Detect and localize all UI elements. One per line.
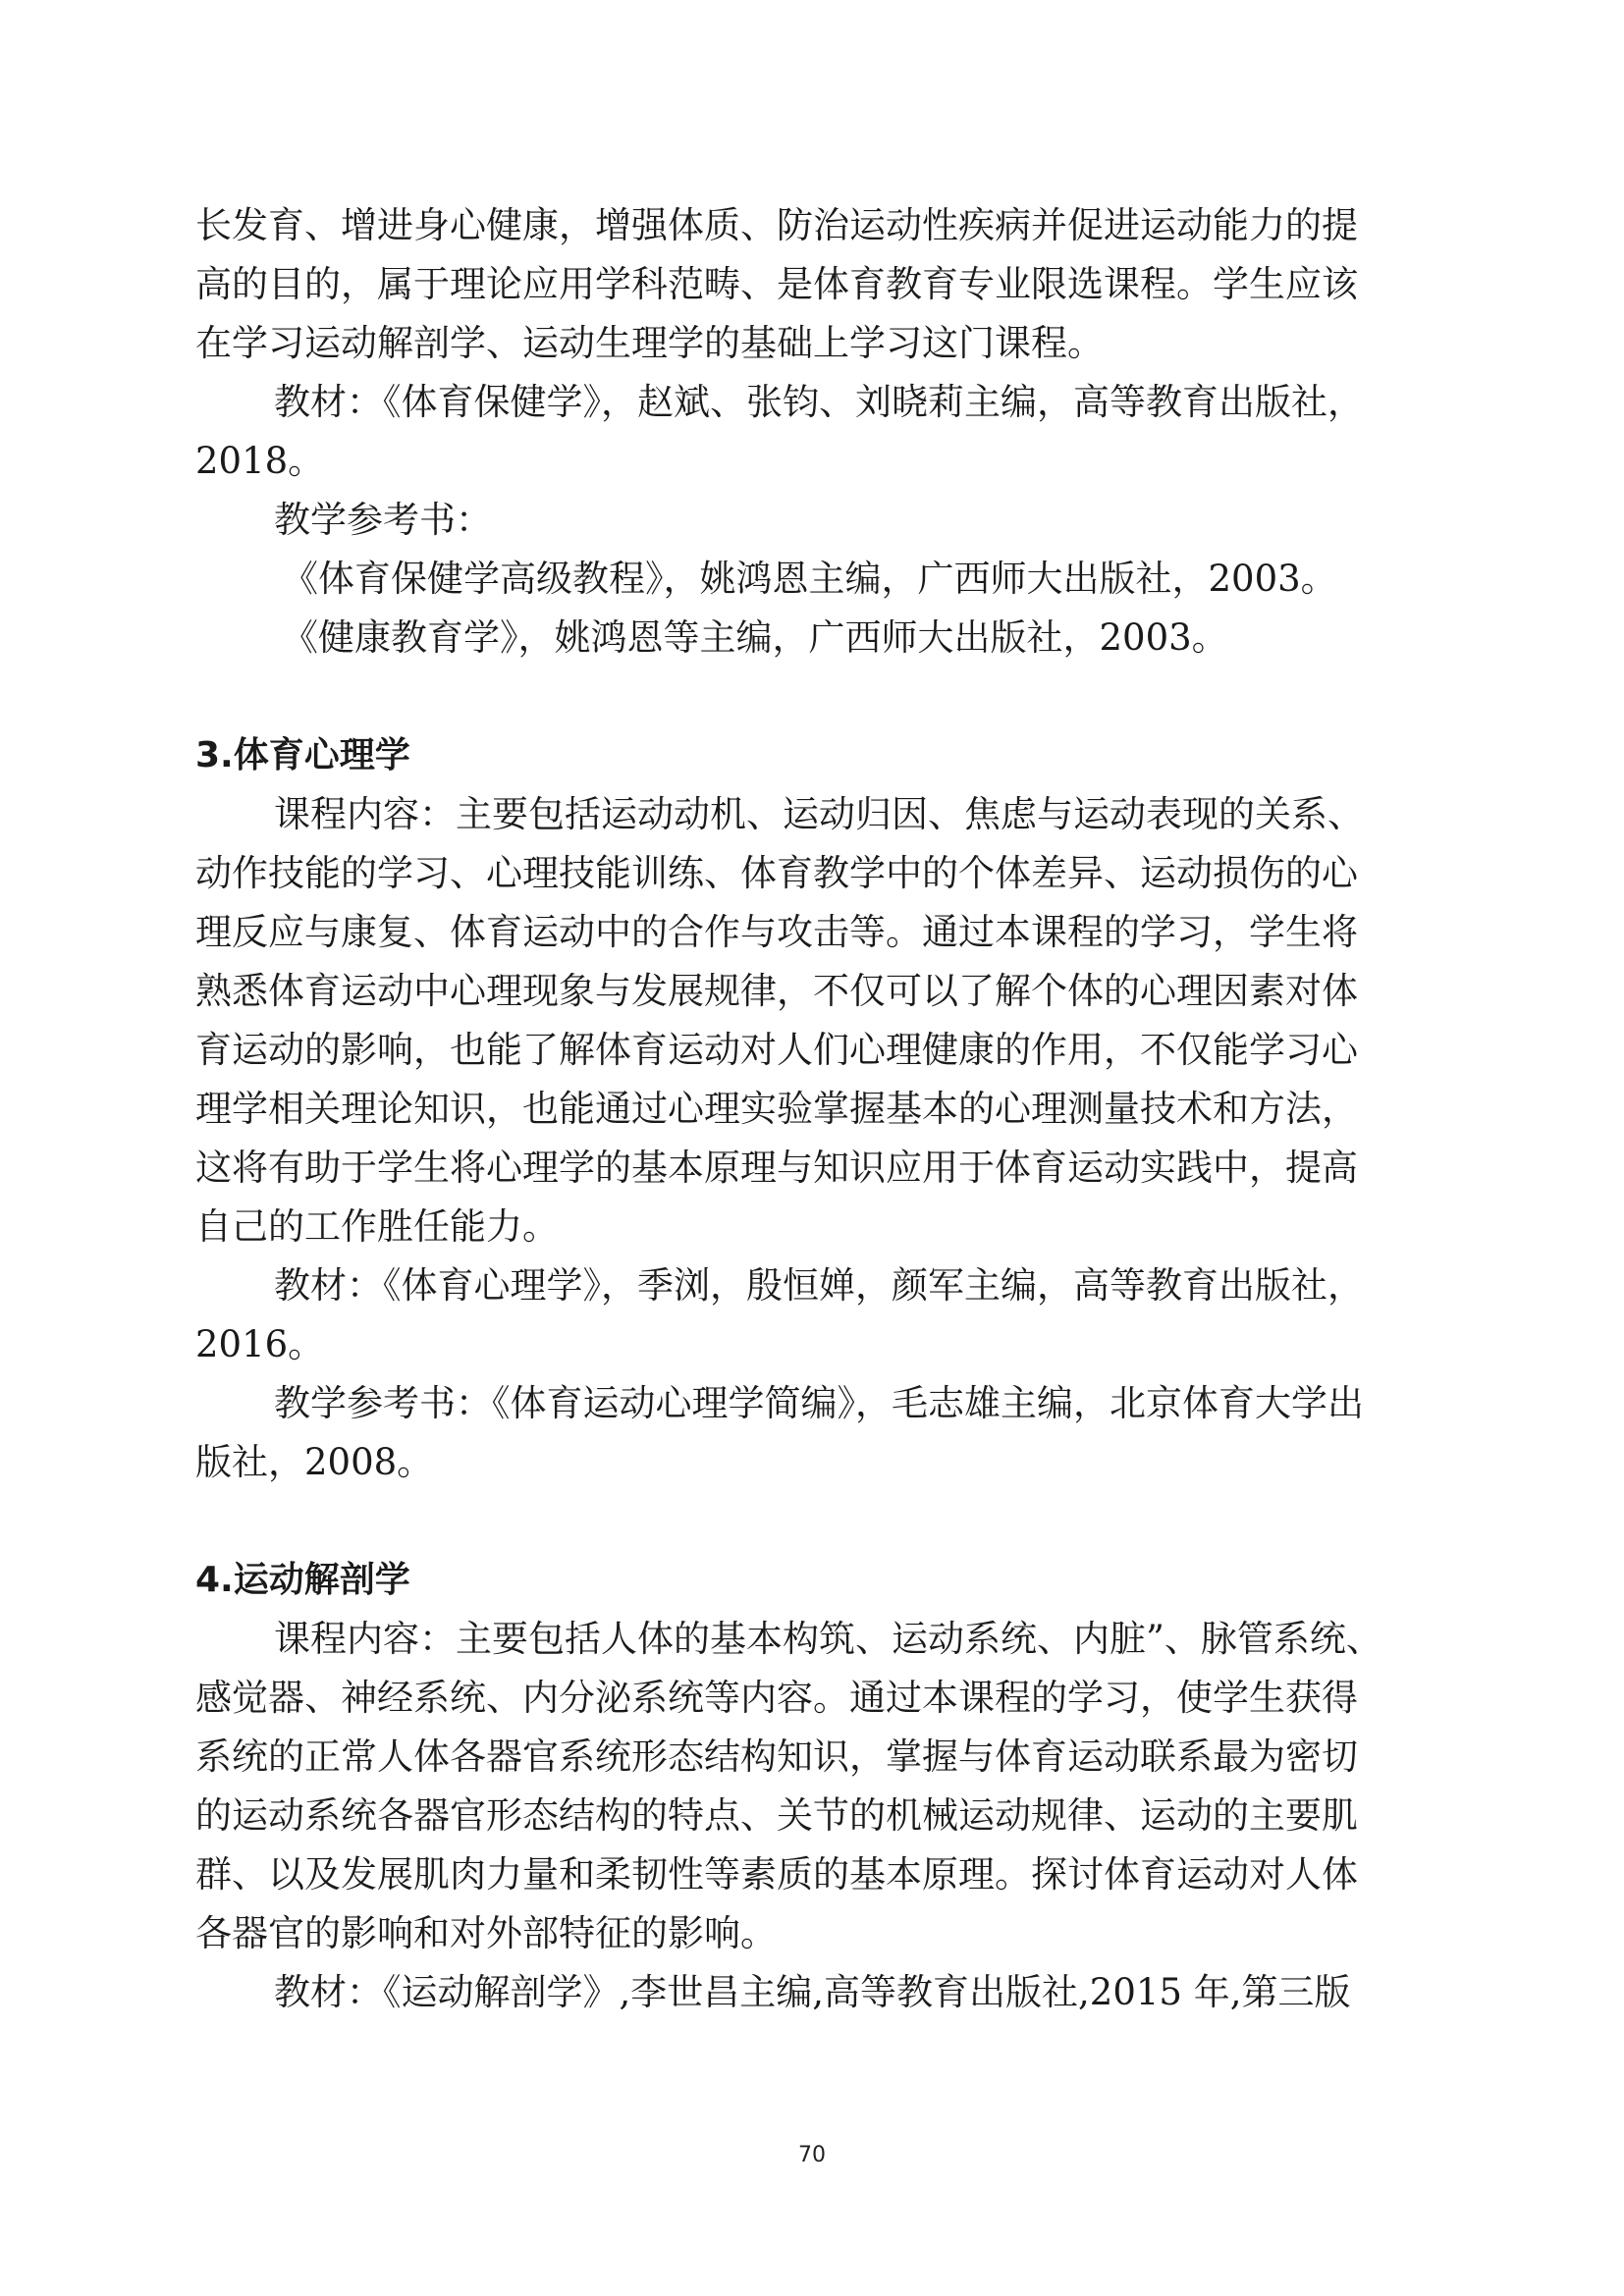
paragraph-line: 群、以及发展肌肉力量和柔韧性等素质的基本原理。探讨体育运动对人体 [195,1853,1358,1896]
paragraph-line: 感觉器、神经系统、内分泌系统等内容。通过本课程的学习，使学生获得 [195,1677,1358,1719]
paragraph-line: 熟悉体育运动中心理现象与发展规律，不仅可以了解个体的心理因素对体 [195,970,1358,1012]
section3-textbook [195,1256,1444,1374]
textbook-line: 2018。 [195,440,325,482]
intro-references [195,550,1444,667]
reference-item: 《健康教育学》，姚鸿恩等主编，广西师大出版社，2003。 [282,616,1228,659]
reference-line: 教学参考书：《体育运动心理学简编》，毛志雄主编，北京体育大学出 [274,1382,1364,1424]
reference-line: 版社，2008。 [195,1441,434,1483]
paragraph-line: 在学习运动解剖学、运动生理学的基础上学习这门课程。 [195,322,1104,364]
page-number: 70 [798,2143,826,2167]
section3-content [195,785,1444,1256]
section-spacer [195,667,1444,726]
section4-content [195,1610,1444,1963]
document-page [195,196,1444,2022]
section3-references [195,1374,1444,1492]
paragraph-line: 育运动的影响，也能了解体育运动对人们心理健康的作用，不仅能学习心 [195,1029,1358,1071]
paragraph-line: 的运动系统各器官形态结构的特点、关节的机械运动规律、运动的主要肌 [195,1794,1358,1837]
paragraph-line: 这将有助于学生将心理学的基本原理与知识应用于体育运动实践中，提高 [195,1147,1358,1189]
section-heading-psychology: 3.体育心理学 [195,735,410,775]
section-heading-anatomy: 4.运动解剖学 [195,1560,410,1600]
intro-textbook [195,373,1444,491]
section-spacer [195,1492,1444,1551]
reference-item: 《体育保健学高级教程》，姚鸿恩主编，广西师大出版社，2003。 [282,558,1337,600]
paragraph-line: 各器官的影响和对外部特征的影响。 [195,1912,777,1954]
intro-paragraph [195,196,1444,373]
textbook-line: 教材：《运动解剖学》,李世昌主编,高等教育出版社,2015 年,第三版 [274,1971,1351,2013]
paragraph-line: 课程内容：主要包括人体的基本构筑、运动系统、内脏”、脉管系统、 [274,1618,1382,1660]
paragraph-line: 高的目的，属于理论应用学科范畴、是体育教育专业限选课程。学生应该 [195,263,1358,305]
textbook-line: 教材：《体育保健学》，赵斌、张钧、刘晓莉主编，高等教育出版社， [274,381,1364,423]
paragraph-line: 动作技能的学习、心理技能训练、体育教学中的个体差异、运动损伤的心 [195,852,1358,894]
paragraph-line: 自己的工作胜任能力。 [195,1205,559,1248]
paragraph-line: 课程内容：主要包括运动动机、运动归因、焦虑与运动表现的关系、 [274,793,1364,835]
references-label: 教学参考书： [274,499,492,541]
paragraph-line: 理反应与康复、体育运动中的合作与攻击等。通过本课程的学习，学生将 [195,911,1358,953]
textbook-line: 教材：《体育心理学》，季浏，殷恒婵，颜军主编，高等教育出版社， [274,1264,1364,1307]
paragraph-line: 系统的正常人体各器官系统形态结构知识，掌握与体育运动联系最为密切 [195,1735,1358,1778]
textbook-line: 2016。 [195,1323,325,1365]
paragraph-line: 长发育、增进身心健康，增强体质、防治运动性疾病并促进运动能力的提 [195,204,1358,246]
paragraph-line: 理学相关理论知识，也能通过心理实验掌握基本的心理测量技术和方法， [195,1088,1358,1130]
